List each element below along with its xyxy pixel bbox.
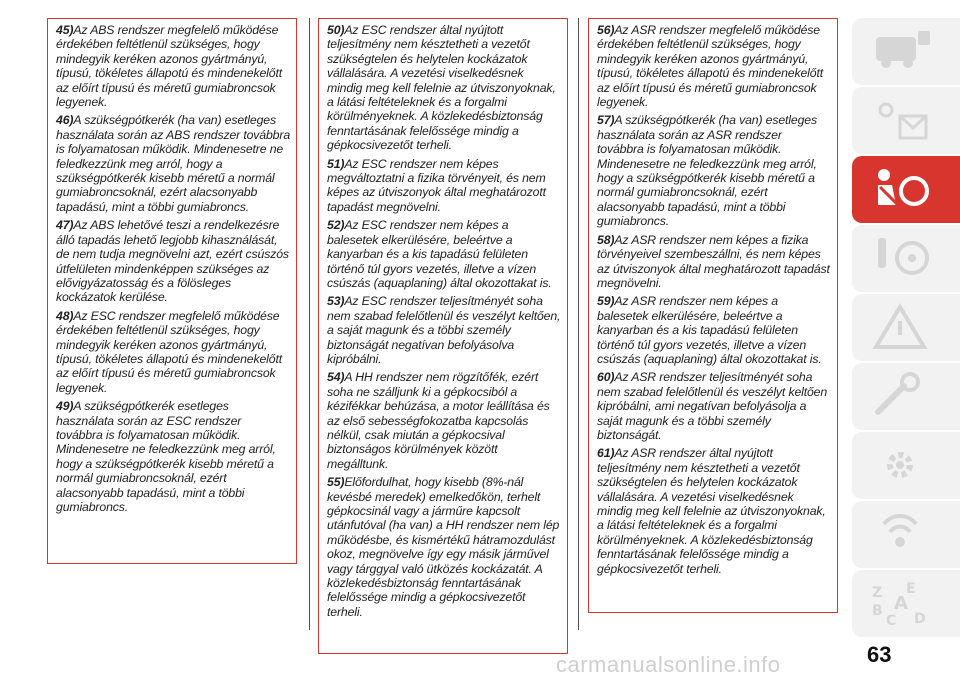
note-item <box>597 113 831 228</box>
note-text: Az ABS rendszer megfelelő működése érdekében feltétlenül szükséges, hogy mindegyik keréken azonos gyártmányú, típusú, tökéletes állapotú és mindenekelőtt az előírt típusú és méretű gumiabroncsok legyenek. <box>56 23 282 110</box>
note-text: Az ESC rendszer teljesítményét soha nem szabad felelőtlenül és veszélyt keltően, a saját magunk és a többi személy biztonságát negatívan befolyásolva kipróbálni. <box>327 294 561 366</box>
note-number: 55) <box>327 475 345 490</box>
key-steering-wheel-icon <box>870 234 934 282</box>
note-number: 49) <box>56 399 74 414</box>
note-number: 52) <box>327 218 345 233</box>
note-text: Az ESC rendszer nem képes megváltoztatni a fizika törvényeit, és nem képes az útviszonyok által meghatározott tapadást megnövelni. <box>327 156 546 214</box>
note-number: 58) <box>597 232 615 247</box>
note-text: Előfordulhat, hogy kisebb (8%-nál kevésbé meredek) emelkedőkön, terhelt gépkocsinál vagy a jármű​re kapcsolt utánfutóval (ha van) a HH rendszer nem lép működésbe, és kismértékű hátramozdulást okoz, megnövelve így egy másik járművel vagy tárggyal való ütközés kockázatát. A közlekedésbiztonság fenntartásának felelőssége mindig a gépkocsivezetőt terheli. <box>327 475 560 619</box>
note-text: Az ASR rendszer nem képes a fizika törvényeivel szembeszállni, és nem képes az útviszonyok által meghatározott tapadást megnövelni. <box>597 232 830 290</box>
note-text: A szükségpótkerék (ha van) esetleges használata során az ASR rendszer továbbra is folyamatosan működik. Mindenesetre ne feledkezzünk meg arról, hogy a szükségpótkerék kisebb méretű a normál gumiabroncsoknál, ezért alacsonyabb tapadású, mint a többi gumiabroncs. <box>597 113 817 229</box>
notes-column-2 <box>318 18 568 654</box>
note-number: 57) <box>597 113 615 128</box>
svg-text:B: B <box>872 603 883 619</box>
page-number: 63 <box>867 642 892 667</box>
note-number: 56) <box>597 23 615 37</box>
note-number: 60) <box>597 370 615 385</box>
note-item <box>597 370 831 442</box>
note-item <box>597 23 831 109</box>
technical-data-icon <box>870 441 934 489</box>
note-text: Az ASR rendszer megfelelő működése érdekében feltétlenül szükséges, hogy mindegyik keréken azonos gyártmányú, típusú, tökéletes állapotú és mindenekelőtt az előírt típusú és méretű gumiabroncsok legyenek. <box>597 23 823 110</box>
note-number: 59) <box>597 294 615 309</box>
tab-maintenance[interactable] <box>852 363 960 430</box>
note-number: 46) <box>56 113 74 128</box>
tab-car-info[interactable] <box>852 18 960 85</box>
multimedia-icon <box>870 510 934 558</box>
note-text: A szükségpótkerék (ha van) esetleges használata során az ABS rendszer továbbra is folyamatosan működik. Mindenesetre ne feledkezzünk meg arról, hogy a szükségpótkerék kisebb méretű a normál gumiabroncsoknál, ezért alacsonyabb tapadású, mint a többi gumiabroncs. <box>56 113 291 214</box>
watermark: carmanualsonline.info <box>556 652 781 677</box>
tab-dashboard-lights[interactable] <box>852 87 960 154</box>
note-text: Az ASR rendszer nem képes a balesetek elkerülésére, beleértve a kanyarban és a kis tapadású felületen történő túl gyors vezetés, illetve a vízen csúszás (aquaplaning) által okozottakat is. <box>597 294 822 366</box>
note-item <box>56 399 290 514</box>
svg-text:A: A <box>894 593 908 614</box>
note-item <box>56 113 290 214</box>
note-text: Az ESC rendszer nem képes a balesetek elkerülésére, beleértve a kanyarban és a kis tapadású felületen történő túl gyors vezetés, illetve a vízen csúszás (aquaplaning) által okozottakat is. <box>327 218 552 290</box>
note-number: 51) <box>327 156 345 171</box>
note-text: Az ASR rendszer teljesítményét soha nem szabad felelőtlenül és veszélyt keltően kipróbálni, ami negatívan befolyásolja a saját magunk és a többi személy biztonságát. <box>597 370 828 442</box>
note-number: 61) <box>597 446 615 461</box>
tab-technical-data[interactable] <box>852 432 960 499</box>
note-text: A szükségpótkerék esetleges használata során az ESC rendszer továbbra is folyamatosan működik. Mindenesetre ne feledkezzünk meg arról, hogy a szükségpótkerék kisebb méretű a normál gumiabroncsoknál, ezért alacsonyabb tapadású, mint a többi gumiabroncs. <box>56 399 276 514</box>
column-divider <box>309 18 310 630</box>
note-text: Az ABS lehetővé teszi a rendelkezésre álló tapadás lehető legjobb kihasználását, de nem tudja megnövelni azt, ezért csúszós útfelületen mindenképpen szükséges az elővigyázatosság és a fölösleges kockázatok kerülése. <box>56 218 289 305</box>
note-item <box>327 475 561 619</box>
note-item <box>56 218 290 304</box>
tab-starting-driving[interactable] <box>852 225 960 292</box>
alphabetical-index-icon <box>870 579 934 627</box>
note-number: 54) <box>327 370 345 385</box>
tab-safety[interactable] <box>852 156 960 223</box>
note-number: 53) <box>327 294 345 309</box>
notes-column-3 <box>588 18 838 613</box>
service-wrench-icon <box>870 372 934 420</box>
note-item <box>56 23 290 109</box>
note-item <box>327 157 561 215</box>
car-info-icon <box>870 27 934 75</box>
note-item <box>597 294 831 366</box>
notes-column-1 <box>47 18 297 564</box>
note-number: 47) <box>56 218 74 233</box>
tab-index[interactable] <box>852 570 960 637</box>
note-text: Az ASR rendszer által nyújtott teljesítmény nem késztetheti a vezetőt szükségtelen és helytelen kockázatok vállalására. A vezetési viselkedésnek mindig meg kell felelnie az útviszonyoknak, a látási feltételeknek és a forgalmi körülményeknek. A közlekedésbiztonság fenntartásának felelőssége mindig a gépkocsivezetőt terheli. <box>597 446 826 576</box>
note-number: 50) <box>327 23 345 37</box>
svg-text:D: D <box>914 611 926 627</box>
svg-text:C: C <box>886 613 897 627</box>
note-item <box>327 218 561 290</box>
tab-emergency[interactable] <box>852 294 960 361</box>
chapter-sidebar <box>852 18 960 639</box>
note-item <box>327 23 561 153</box>
note-number: 48) <box>56 308 74 323</box>
svg-text:Z: Z <box>872 585 883 601</box>
note-text: A HH rendszer nem rögzítőfék, ezért soha ne szálljunk ki a gépkocsiból a kézifékkar behúzása, a motor leállítása és az első sebességfokozatba kapcsolás nélkül, csak miután a gépkocsival biztonságos körülmények között megálltunk. <box>327 370 550 471</box>
note-item <box>597 446 831 576</box>
note-item <box>56 309 290 395</box>
note-item <box>327 294 561 366</box>
column-divider <box>578 18 579 630</box>
note-item <box>597 233 831 291</box>
note-text: Az ESC rendszer által nyújtott teljesítmény nem késztetheti a vezetőt szükségtelen és helytelen kockázatok vállalására. A vezetési viselkedésnek mindig meg kell felelnie az útviszonyoknak, a látási feltételeknek és a forgalmi körülményeknek. A közlekedésbiztonság fenntartásának felelőssége mindig a gépkocsivezetőt terheli. <box>327 23 556 153</box>
svg-text:E: E <box>906 581 916 597</box>
tab-multimedia[interactable] <box>852 501 960 568</box>
note-number: 45) <box>56 23 74 37</box>
warning-triangle-icon <box>870 303 934 351</box>
seatbelt-safety-icon <box>870 165 934 213</box>
dashboard-lights-icon <box>870 96 934 144</box>
note-text: Az ESC rendszer megfelelő működése érdekében feltétlenül szükséges, hogy mindegyik keréken azonos gyártmányú, típusú, tökéletes állapotú és mindenekelőtt az előírt típusú és méretű gumiabroncsok legyenek. <box>56 308 282 395</box>
note-item <box>327 370 561 471</box>
